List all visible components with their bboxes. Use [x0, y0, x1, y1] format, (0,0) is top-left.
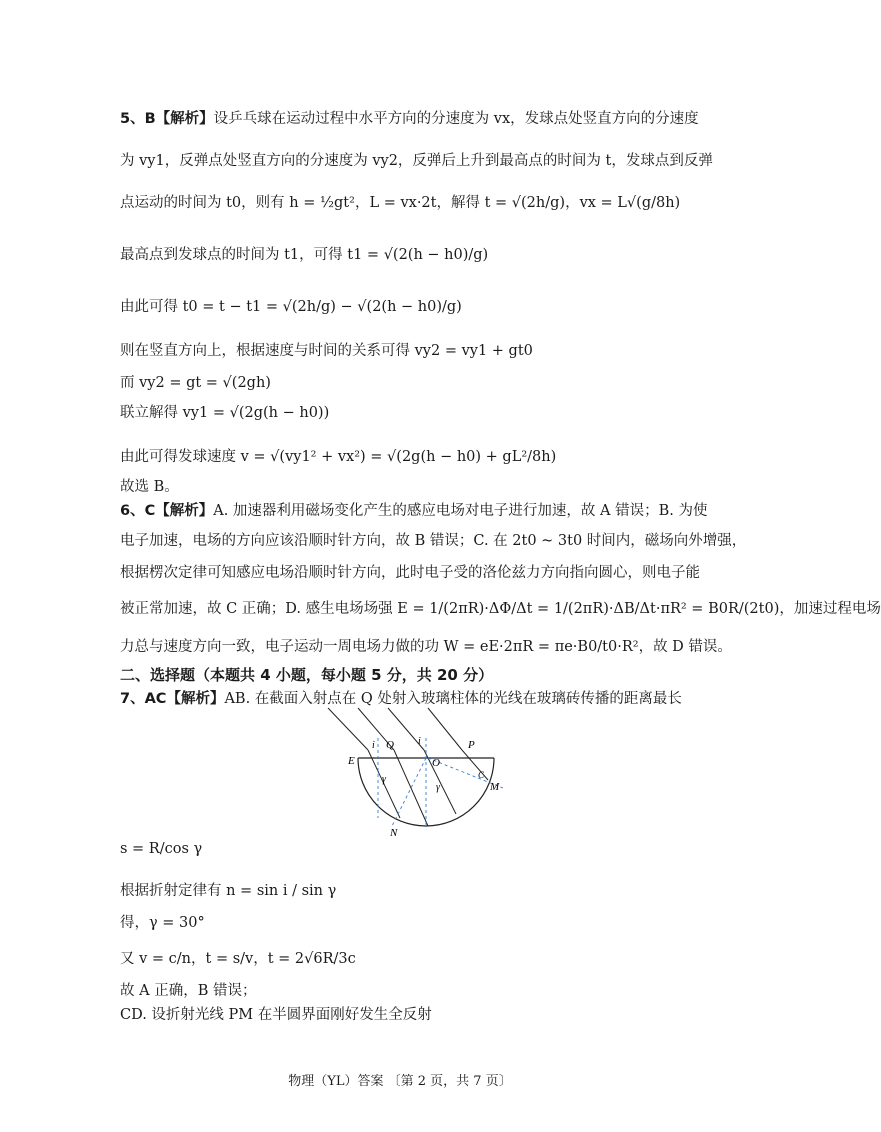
q7-line-4: 得，γ = 30° [120, 915, 205, 931]
q7-tag: 【解析】 [166, 691, 225, 707]
label-E: E [348, 755, 355, 767]
q5-line-4: 最高点到发球点的时间为 t1，可得 t1 = √(2(h − h0)/g) [120, 247, 489, 263]
q5-line-8: 联立解得 vy1 = √(2g(h − h0)) [120, 405, 330, 421]
refracted-ray-2 [394, 750, 428, 826]
q7-line-3: 根据折射定律有 n = sin i / sin γ [120, 883, 337, 899]
q6-text-1: A. 加速器利用磁场变化产生的感应电场对电子进行加速，故 A 错误；B. 为使 [213, 503, 708, 519]
incident-ray-4 [428, 708, 462, 750]
incident-ray-1 [328, 708, 368, 750]
label-gamma-2: γ [436, 782, 440, 793]
page-footer: 物理（YL）答案 〔第 2 页，共 7 页〕 [288, 1074, 512, 1089]
q5-line-7: 而 vy2 = gt = √(2gh) [120, 375, 271, 391]
refracted-ray-4 [462, 750, 488, 780]
label-N: N [390, 827, 398, 839]
q5-text-1: 设乒乓球在运动过程中水平方向的分速度为 vx，发球点处竖直方向的分速度 [213, 111, 699, 127]
q6-line-3: 根据楞次定律可知感应电场沿顺时针方向，此时电子受的洛伦兹力方向指向圆心，则电子能 [120, 565, 700, 581]
q7-line-1 [120, 688, 730, 710]
label-O: O [432, 757, 440, 769]
section-heading: 二、选择题（本题共 4 小题，每小题 5 分，共 20 分） [120, 666, 494, 684]
label-C: C [478, 770, 485, 780]
q5-line-5: 由此可得 t0 = t − t1 = √(2h/g) − √(2(h − h0)/g) [120, 299, 462, 315]
q6-number: 6、C [120, 503, 156, 519]
label-M: M [490, 781, 500, 793]
label-i-1: i [372, 740, 375, 751]
q5-line-6: 则在竖直方向上，根据速度与时间的关系可得 vy2 = vy1 + gt0 [120, 343, 533, 359]
q5-line-10: 故选 B。 [120, 479, 179, 495]
refracted-ray-3 [424, 750, 456, 814]
q5-number: 5、B [120, 111, 156, 127]
q5-tag: 【解析】 [155, 111, 214, 127]
q5-line-1 [120, 108, 730, 130]
label-P: P [468, 739, 475, 751]
q6-line-2: 电子加速，电场的方向应该沿顺时针方向，故 B 错误；C. 在 2t0 ~ 3t0 时间内，磁场向外增强， [120, 533, 747, 549]
label-Q: Q [386, 739, 394, 751]
q6-line-5: 力总与速度方向一致，电子运动一周电场力做的功 W = eE·2πR = πe·B0/t0·R²，故 D 错误。 [120, 639, 732, 655]
q5-line-9: 由此可得发球速度 v = √(vy1² + vx²) = √(2g(h − h0) + gL²/8h) [120, 449, 557, 465]
label-i-2: i [418, 736, 421, 747]
refraction-diagram [328, 708, 688, 838]
q7-line-2: s = R/cos γ [120, 841, 203, 857]
label-gamma-1: γ [382, 774, 386, 785]
q6-line-4: 被正常加速，故 C 正确；D. 感生电场场强 E = 1/(2πR)·ΔΦ/Δt = 1/(2πR)·ΔB/Δt·πR² = B0R/(2t0)，加速过程电场 [120, 601, 881, 617]
q7-line-5: 又 v = c/n，t = s/v，t = 2√6R/3c [120, 951, 356, 967]
q6-tag: 【解析】 [155, 503, 214, 519]
q7-number: 7、AC [120, 691, 167, 707]
q5-line-3: 点运动的时间为 t0，则有 h = ½gt²，L = vx·2t，解得 t = √(2h/g)，vx = L√(g/8h) [120, 195, 681, 211]
q6-line-1 [120, 500, 730, 522]
q7-line-6: 故 A 正确，B 错误； [120, 983, 257, 999]
radius-ON [392, 758, 426, 826]
q5-line-2: 为 vy1，反弹点处竖直方向的分速度为 vy2，反弹后上升到最高点的时间为 t，发球点到反弹 [120, 153, 713, 169]
q7-text-1: AB. 在截面入射点在 Q 处射入玻璃柱体的光线在玻璃砖传播的距离最长 [224, 691, 682, 707]
q7-line-7: CD. 设折射光线 PM 在半圆界面刚好发生全反射 [120, 1007, 432, 1023]
